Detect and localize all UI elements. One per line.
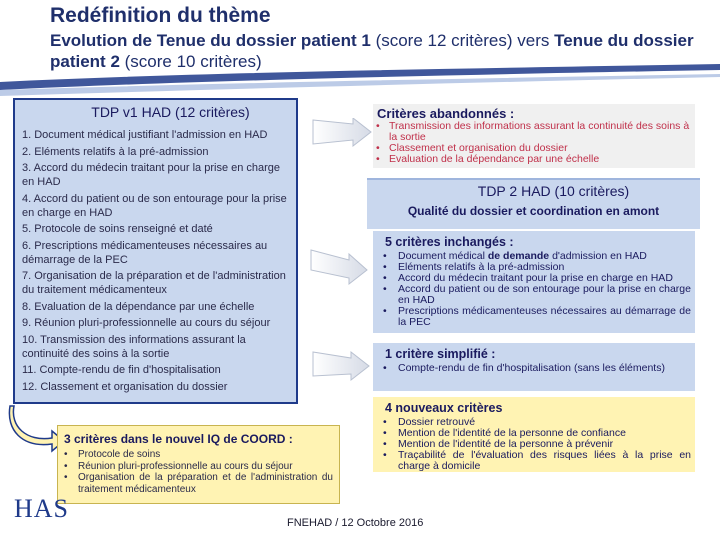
list-item: • Accord du patient ou de son entourage pour la prise en charge en HAD — [383, 284, 691, 306]
slide-title: Redéfinition du thème — [50, 4, 271, 27]
footer-text: FNEHAD / 12 Octobre 2016 — [287, 517, 424, 529]
list-item: 4. Accord du patient ou de son entourage pour la prise en charge en HAD — [22, 192, 287, 219]
new-criteria-title: 4 nouveaux critères — [385, 401, 503, 415]
new-criteria-list — [373, 415, 695, 472]
arrow-icon — [311, 118, 371, 380]
new-criteria-box — [373, 397, 695, 472]
list-item: 6. Prescriptions médicamenteuses nécessaires au démarrage de la PEC — [22, 239, 268, 266]
list-item: 12. Classement et organisation du dossier — [22, 380, 228, 393]
coord-title: 3 critères dans le nouvel IQ de COORD : — [64, 432, 293, 446]
list-item: • Prescriptions médicamenteuses nécessaires au démarrage de la PEC — [383, 306, 691, 328]
list-item: • Classement et organisation du dossier — [376, 143, 691, 154]
has-logo — [14, 494, 84, 526]
tdp-v1-box — [13, 98, 298, 404]
list-item: • Traçabilité de l'évaluation des risques liées à la prise en charge à domicile — [383, 450, 691, 472]
list-item: • Protocole de soins — [64, 449, 333, 461]
unchanged-title: 5 critères inchangés : — [385, 235, 514, 249]
tdp2-title: TDP 2 HAD (10 critères) — [477, 183, 630, 199]
tdp-v1-title: TDP v1 HAD (12 critères) — [91, 104, 250, 120]
simplified-box — [373, 343, 695, 391]
item-text-bold: de demande — [487, 250, 550, 262]
subtitle-part: Tenue du dossier patient 2 — [50, 31, 694, 71]
list-item: • Accord du médecin traitant pour la prise en charge en HAD — [383, 273, 691, 284]
list-item: 5. Protocole de soins renseigné et daté — [22, 223, 213, 235]
list-item: • Mention de l'identité de la personne de confiance — [383, 428, 691, 439]
list-item: 3. Accord du médecin traitant pour la prise en charge en HAD — [22, 162, 281, 188]
coord-list — [64, 449, 333, 495]
abandoned-list — [373, 121, 695, 165]
list-item: • Compte-rendu de fin d'hospitalisation (sans les éléments) — [383, 363, 691, 374]
list-item: • Organisation de la préparation et de l'administration du traitement médicamenteux — [64, 472, 333, 495]
simplified-title: 1 critère simplifié : — [385, 347, 496, 361]
list-item: • Eléments relatifs à la pré-admission — [383, 262, 691, 273]
logo-text: HAS — [14, 494, 70, 523]
list-item: 9. Réunion pluri-professionnelle au cours du séjour — [22, 317, 271, 329]
tdp2-subtitle: Qualité du dossier et coordination en amont — [407, 204, 660, 218]
tdp-v1-list — [15, 128, 296, 394]
item-text: d'admission en HAD — [549, 250, 647, 262]
abandoned-title: Critères abandonnés : — [377, 106, 515, 121]
list-item: • Evaluation de la dépendance par une échelle — [376, 154, 691, 165]
subtitle-part: (score 12 critères) vers — [370, 31, 555, 50]
abandoned-box — [373, 104, 695, 168]
list-item: 8. Evaluation de la dépendance par une échelle — [22, 300, 255, 313]
unchanged-list — [373, 249, 695, 328]
item-text: Document médical — [398, 250, 488, 262]
coord-box — [57, 425, 340, 504]
subtitle-part: (score 10 critères) — [119, 52, 262, 71]
list-item: • Mention de l'identité de la personne à prévenir — [383, 439, 691, 450]
list-item: 10. Transmission des informations assurant la continuité des soins à la sortie — [22, 333, 246, 360]
subtitle-part: Evolution de Tenue du dossier patient 1 — [50, 31, 371, 50]
arrows-group — [305, 118, 375, 418]
tdp2-header — [367, 178, 700, 229]
list-item: 7. Organisation de la préparation et de l'administration du traitement médicamenteux — [22, 270, 286, 296]
header-swoosh — [0, 60, 720, 100]
list-item: 1. Document médical justifiant l'admission en HAD — [22, 129, 268, 141]
list-item: 2. Eléments relatifs à la pré-admission — [22, 145, 209, 158]
unchanged-box — [373, 231, 695, 333]
simplified-list — [373, 361, 695, 374]
list-item: 11. Compte-rendu de fin d'hospitalisation — [22, 364, 221, 376]
list-item: • Transmission des informations assurant la continuité des soins à la sortie — [376, 121, 691, 143]
list-item: • Réunion pluri-professionnelle au cours du séjour — [64, 461, 333, 473]
list-item: • Dossier retrouvé — [383, 417, 691, 428]
